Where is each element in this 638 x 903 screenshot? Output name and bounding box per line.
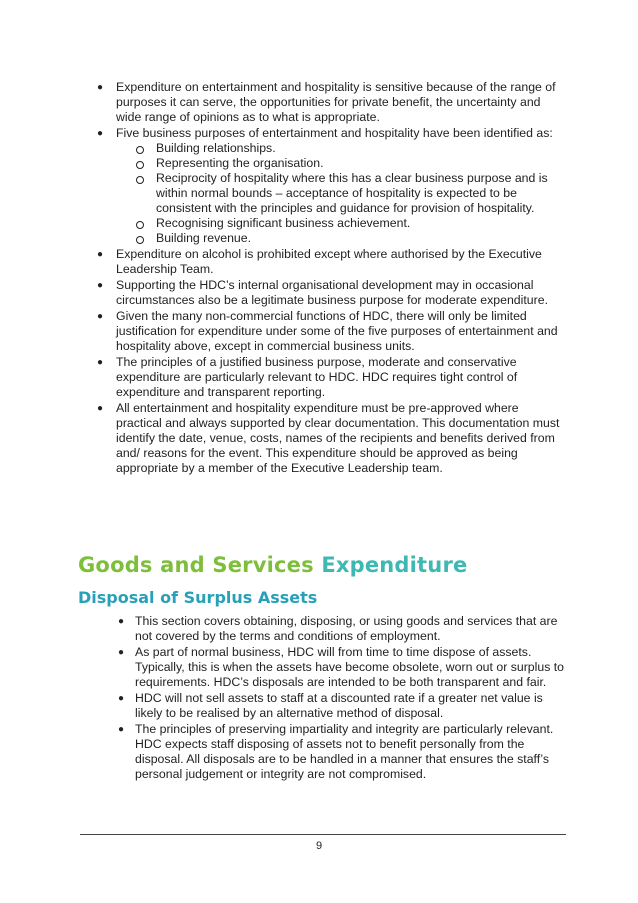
list-item: [118, 722, 565, 782]
sublist-item-text: Building relationships.: [156, 141, 276, 155]
circle-bullet-icon: [136, 176, 144, 184]
list-item-text: HDC will not sell assets to staff at a discounted rate if a greater net value is likely to be realised by an alternative method of disposal.: [135, 691, 543, 720]
purposes-sublist: [156, 141, 561, 246]
circle-bullet-icon: [136, 161, 144, 169]
subsection-heading: Disposal of Surplus Assets: [78, 588, 318, 607]
sublist-item-text: Building revenue.: [156, 231, 252, 245]
bullet-icon: ●: [118, 616, 125, 627]
list-item-text: Given the many non-commercial functions of HDC, there will only be limited justification for expenditure under some of the five purposes of entertainment and hospitality above, except in commercial business units.: [116, 309, 558, 353]
bullet-icon: ●: [118, 693, 125, 704]
list-item: [118, 645, 565, 690]
circle-bullet-icon: [136, 236, 144, 244]
bullet-icon: ●: [118, 724, 125, 735]
list-item-text: The principles of preserving impartiality and integrity are particularly relevant. HDC expects staff disposing of assets not to benefit personally from the disposal. All disposals are to be handled in a manner that ensures the staff’s personal judgement or integrity are not compromised.: [135, 722, 554, 781]
list-item: [97, 126, 561, 246]
list-item: [97, 278, 561, 308]
list-item: [97, 355, 561, 400]
list-item-text: This section covers obtaining, disposing, or using goods and services that are not covered by the terms and conditions of employment.: [135, 614, 558, 643]
sublist-item: [156, 216, 561, 231]
list-item-text: As part of normal business, HDC will from time to time dispose of assets. Typically, this is when the assets have become obsolete, worn out or surplus to requirements. HDC’s disposals are intended to be both transparent and fair.: [135, 645, 565, 689]
sublist-item: [156, 141, 561, 156]
footer-divider: [80, 834, 566, 835]
circle-bullet-icon: [136, 146, 144, 154]
list-item-text: Supporting the HDC’s internal organisational development may in occasional circumstances also be a legitimate business purpose for moderate expenditure.: [116, 278, 548, 307]
bullet-icon: ●: [97, 280, 104, 291]
page-number: 9: [315, 840, 323, 852]
sublist-item: [156, 231, 561, 246]
list-item-text: Expenditure on entertainment and hospitality is sensitive because of the range of purposes it can serve, the opportunities for private benefit, the uncertainty and wide range of opinions as to what is appropriate.: [116, 80, 556, 124]
list-item-text: Five business purposes of entertainment and hospitality have been identified as:: [116, 126, 553, 140]
list-item: [118, 614, 565, 644]
sublist-item: [156, 156, 561, 171]
bullet-icon: ●: [97, 357, 104, 368]
bullet-icon: ●: [118, 647, 125, 658]
section-heading-part1: Goods and Services: [78, 553, 322, 577]
bullet-icon: ●: [97, 82, 104, 93]
bullet-icon: ●: [97, 311, 104, 322]
sublist-item-text: Recognising significant business achievement.: [156, 216, 411, 230]
section-heading-part2: Expenditure: [321, 553, 468, 577]
sublist-item-text: Representing the organisation.: [156, 156, 324, 170]
list-item: [97, 80, 561, 125]
list-item: [97, 401, 561, 476]
disposal-bullet-list: [118, 614, 565, 783]
bullet-icon: ●: [97, 128, 104, 139]
list-item-text: Expenditure on alcohol is prohibited except where authorised by the Executive Leadership Team.: [116, 247, 542, 276]
list-item: [97, 309, 561, 354]
bullet-icon: ●: [97, 249, 104, 260]
sublist-item-text: Reciprocity of hospitality where this has a clear business purpose and is within normal bounds – acceptance of hospitality is expected to be consistent with the principles and guidance for provision of hospitality.: [156, 171, 548, 215]
sublist-item: [156, 171, 561, 216]
list-item-text: All entertainment and hospitality expenditure must be pre-approved where practical and always supported by clear documentation. This documentation must identify the date, venue, costs, names of the recipients and benefits derived from and/ reasons for the event. This expenditure should be approved as being appropriate by a member of the Executive Leadership team.: [116, 401, 560, 475]
circle-bullet-icon: [136, 221, 144, 229]
list-item: [97, 247, 561, 277]
bullet-icon: ●: [97, 403, 104, 414]
section-heading: [78, 553, 467, 577]
list-item-text: The principles of a justified business purpose, moderate and conservative expenditure are particularly relevant to HDC. HDC requires tight control of expenditure and transparent reporting.: [116, 355, 518, 399]
hospitality-bullet-list: [97, 80, 561, 477]
list-item: [118, 691, 565, 721]
